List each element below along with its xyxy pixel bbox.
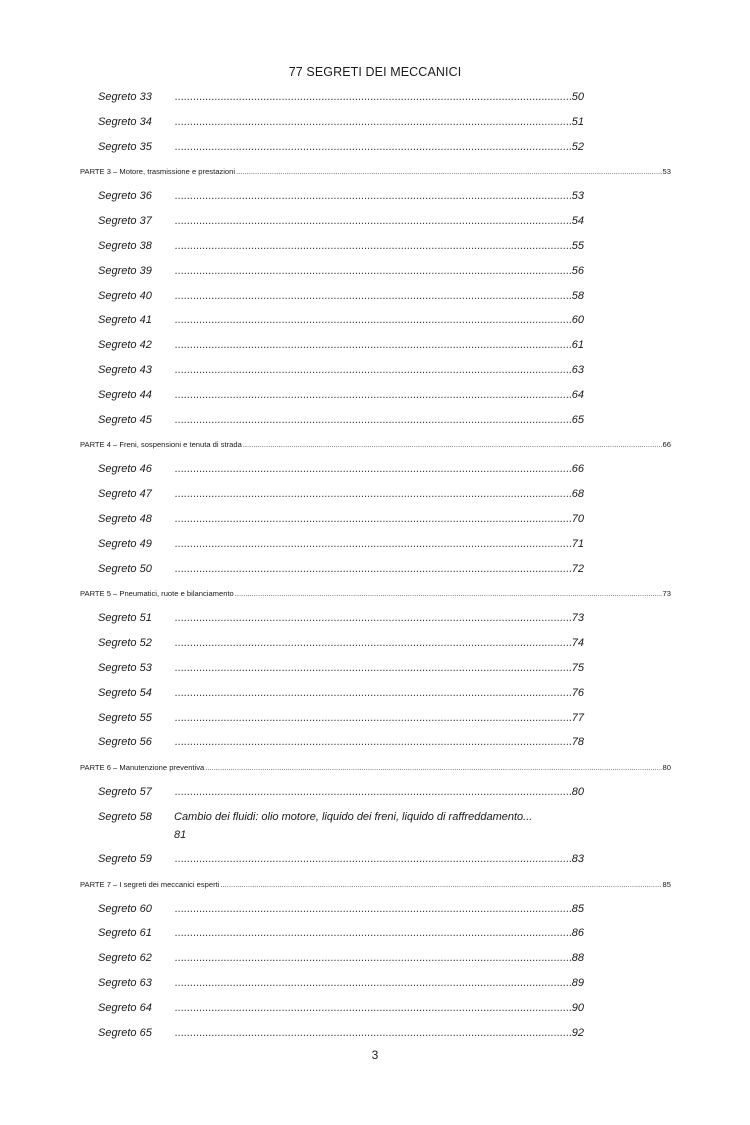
toc-leader-dots xyxy=(175,537,571,551)
toc-entry xyxy=(174,1001,584,1015)
toc-page-number: 55 xyxy=(571,240,584,252)
toc-leader-dots xyxy=(175,926,571,940)
toc-secret-id: Segreto 45 xyxy=(98,413,152,426)
toc-secret-id: Segreto 43 xyxy=(98,364,152,376)
toc-page-number: 50 xyxy=(571,91,584,103)
toc-secret-row xyxy=(98,512,584,526)
toc-part-row xyxy=(80,880,671,890)
toc-secret-row xyxy=(98,735,584,749)
toc-entry xyxy=(174,686,584,700)
toc-entry xyxy=(174,289,584,303)
toc-leader-dots xyxy=(175,115,571,129)
toc-entry xyxy=(174,636,584,650)
toc-secret-id: Segreto 53 xyxy=(98,662,152,674)
toc-entry xyxy=(174,189,584,203)
toc-secret-row xyxy=(98,1026,584,1040)
toc-secret-id: Segreto 34 xyxy=(98,115,152,128)
toc-secret-id: Segreto 52 xyxy=(98,637,152,650)
toc-secret-row xyxy=(98,1001,584,1015)
toc-entry xyxy=(174,661,584,675)
toc-page-number: 51 xyxy=(571,115,584,128)
toc-secret-id: Segreto 64 xyxy=(98,1001,152,1014)
toc-leader-dots xyxy=(175,852,571,866)
toc-secret-row xyxy=(98,636,584,650)
toc-secret-row xyxy=(98,661,584,675)
toc-leader-dots xyxy=(175,735,571,749)
toc-secret-row xyxy=(98,90,584,104)
toc-page-number: 63 xyxy=(571,364,584,376)
toc-leader-dots xyxy=(175,1001,571,1015)
toc-page-number: 80 xyxy=(571,786,584,799)
toc-secret-id: Segreto 41 xyxy=(98,314,152,327)
toc-part-title: PARTE 4 – Freni, sospensioni e tenuta di strada xyxy=(80,440,242,450)
toc-secret-row xyxy=(98,686,584,700)
toc-page-number: 61 xyxy=(571,339,584,352)
page-title: 77 SEGRETI DEI MECCANICI xyxy=(288,65,462,79)
toc-leader-dots xyxy=(175,338,571,352)
toc-leader-dots xyxy=(175,289,571,303)
toc-page-number: 66 xyxy=(571,463,584,476)
toc-secret-id: Segreto 37 xyxy=(98,215,152,228)
toc-entry xyxy=(174,926,584,940)
toc-page-number: 89 xyxy=(571,977,584,989)
toc-secret-row xyxy=(98,413,584,427)
toc-leader-dots xyxy=(175,388,571,402)
toc-page-number: 73 xyxy=(571,612,584,625)
page-number: 3 xyxy=(371,1048,379,1062)
toc-page-number: 66 xyxy=(662,440,671,450)
toc-leader-dots xyxy=(205,763,661,773)
toc-secret-id: Segreto 61 xyxy=(98,927,152,940)
toc-leader-dots xyxy=(175,413,571,427)
toc-leader-dots xyxy=(175,951,571,965)
toc-page-number: 73 xyxy=(662,589,671,599)
toc-page-number: 83 xyxy=(571,852,584,865)
toc-part-title: PARTE 3 – Motore, trasmissione e prestazioni xyxy=(80,167,236,177)
toc-page-number: 85 xyxy=(662,879,671,889)
toc-page-number: 76 xyxy=(571,686,584,699)
toc-secret-id: Segreto 44 xyxy=(98,388,152,401)
toc-secret-id: Segreto 59 xyxy=(98,852,152,865)
toc-secret-id: Segreto 63 xyxy=(98,977,152,989)
toc-entry xyxy=(174,90,584,104)
toc-page-number: 81 xyxy=(174,829,187,841)
toc-secret-id: Segreto 38 xyxy=(98,240,152,252)
toc-secret-row xyxy=(98,926,584,940)
toc-secret-id: Segreto 57 xyxy=(98,786,152,799)
toc-page-number: 52 xyxy=(571,140,584,153)
toc-secret-row xyxy=(98,462,584,476)
toc-secret-row xyxy=(98,902,584,916)
toc-secret-id: Segreto 65 xyxy=(98,1026,152,1039)
toc-entry xyxy=(174,735,584,749)
toc-secret-row xyxy=(98,189,584,203)
toc-leader-dots xyxy=(175,686,571,700)
toc-entry xyxy=(174,976,584,990)
toc-part-row xyxy=(80,167,671,177)
toc-secret-row xyxy=(98,852,584,866)
toc-page-number: 85 xyxy=(571,902,584,915)
toc-leader-dots xyxy=(175,239,571,253)
toc-secret-id: Segreto 49 xyxy=(98,537,152,550)
toc-page-number: 54 xyxy=(571,215,584,228)
toc-secret-row xyxy=(98,711,584,725)
toc-secret-row xyxy=(98,785,584,799)
toc-leader-dots xyxy=(175,711,571,725)
toc-page-number: 88 xyxy=(571,952,584,965)
toc-leader-dots xyxy=(175,189,571,203)
toc-secret-row xyxy=(98,810,584,842)
toc-page-number: 60 xyxy=(571,314,584,327)
toc-part-row xyxy=(80,763,671,773)
toc-secret-row xyxy=(98,140,584,154)
toc-page-number: 65 xyxy=(571,413,584,426)
toc-entry xyxy=(174,413,584,427)
toc-entry xyxy=(174,140,584,154)
toc-page-number: 70 xyxy=(571,513,584,525)
toc-secret-id: Segreto 50 xyxy=(98,562,152,575)
toc-page-number: 75 xyxy=(571,662,584,674)
toc-secret-id: Segreto 46 xyxy=(98,463,152,476)
toc-secret-row xyxy=(98,537,584,551)
toc-leader-dots xyxy=(175,976,571,990)
toc-page-number: 90 xyxy=(571,1001,584,1014)
toc-secret-row xyxy=(98,289,584,303)
toc-secret-id: Segreto 47 xyxy=(98,488,152,501)
toc-part-row xyxy=(80,440,671,450)
toc-page-number: 56 xyxy=(571,264,584,277)
toc-leader-dots xyxy=(175,264,571,278)
toc-page-number: 72 xyxy=(571,562,584,575)
toc-secret-id: Segreto 58 xyxy=(98,811,152,823)
toc-entry xyxy=(174,388,584,402)
toc-secret-row xyxy=(98,388,584,402)
toc-leader-dots xyxy=(220,880,661,890)
toc-secret-row xyxy=(98,611,584,625)
toc-entry xyxy=(174,611,584,625)
toc-leader-dots xyxy=(175,902,571,916)
toc-secret-id: Segreto 48 xyxy=(98,513,152,525)
toc-page-number: 78 xyxy=(571,736,584,749)
toc-secret-row xyxy=(98,239,584,253)
toc-secret-id: Segreto 51 xyxy=(98,612,152,625)
toc-secret-row xyxy=(98,115,584,129)
toc-entry xyxy=(174,785,584,799)
toc-entry xyxy=(174,1026,584,1040)
toc-entry xyxy=(174,214,584,228)
toc-secret-id: Segreto 33 xyxy=(98,91,152,103)
toc-leader-dots xyxy=(175,214,571,228)
toc-secret-id: Segreto 56 xyxy=(98,736,152,749)
toc-entry xyxy=(174,115,584,129)
toc-secret-row xyxy=(98,313,584,327)
toc-page-number: 68 xyxy=(571,488,584,501)
toc-entry xyxy=(174,810,584,842)
toc-leader-dots xyxy=(175,363,571,377)
toc-part-title: PARTE 7 – I segreti dei meccanici esperti xyxy=(80,879,220,889)
toc-entry xyxy=(174,512,584,526)
toc-secret-id: Segreto 39 xyxy=(98,264,152,277)
toc-entry xyxy=(174,711,584,725)
toc-entry xyxy=(174,852,584,866)
toc-leader-dots xyxy=(243,440,662,450)
toc-leader-dots xyxy=(235,589,662,599)
toc-page-number: 58 xyxy=(571,289,584,302)
toc-secret-row xyxy=(98,487,584,501)
toc-secret-row xyxy=(98,214,584,228)
toc-entry xyxy=(174,562,584,576)
toc-secret-id: Segreto 62 xyxy=(98,952,152,965)
toc-entry xyxy=(174,264,584,278)
toc-secret-row xyxy=(98,338,584,352)
toc-page-number: 74 xyxy=(571,637,584,650)
toc-leader-dots xyxy=(175,512,571,526)
toc-secret-row xyxy=(98,562,584,576)
toc-entry xyxy=(174,902,584,916)
toc-secret-id: Segreto 54 xyxy=(98,686,152,699)
toc-entry xyxy=(174,951,584,965)
toc-page-number: 86 xyxy=(571,927,584,940)
toc-entry xyxy=(174,537,584,551)
toc-leader-dots xyxy=(175,785,571,799)
toc-entry xyxy=(174,239,584,253)
toc-secret-row xyxy=(98,363,584,377)
toc-page-number: 80 xyxy=(662,763,671,773)
toc-leader-dots xyxy=(175,140,571,154)
toc-secret-row xyxy=(98,951,584,965)
toc-page-number: 77 xyxy=(571,711,584,724)
toc-leader-dots xyxy=(175,611,571,625)
toc-leader-dots xyxy=(175,661,571,675)
toc-leader-dots xyxy=(175,1026,571,1040)
toc-secret-title: Cambio dei fluidi: olio motore, liquido dei freni, liquido di raffreddamento... 81 xyxy=(174,810,569,842)
toc-entry xyxy=(174,338,584,352)
toc-page-number: 64 xyxy=(571,388,584,401)
toc-leader-dots xyxy=(175,562,571,576)
toc-page-number: 53 xyxy=(662,167,671,177)
toc-secret-id: Segreto 55 xyxy=(98,711,152,724)
toc-leader-dots xyxy=(175,636,571,650)
toc-leader-dots xyxy=(175,462,571,476)
toc-secret-row xyxy=(98,264,584,278)
toc-part-title: PARTE 6 – Manutenzione preventiva xyxy=(80,763,205,773)
toc-part-title: PARTE 5 – Pneumatici, ruote e bilanciamento xyxy=(80,589,234,599)
toc-leader-dots xyxy=(175,313,571,327)
toc-leader-dots xyxy=(175,90,571,104)
toc-secret-id: Segreto 42 xyxy=(98,339,152,352)
toc-secret-id: Segreto 35 xyxy=(98,140,152,153)
toc-page-number: 71 xyxy=(571,537,584,550)
toc-page-number: 53 xyxy=(571,190,584,203)
toc-page-number: 92 xyxy=(571,1026,584,1039)
toc-secret-id: Segreto 60 xyxy=(98,902,152,915)
toc-entry xyxy=(174,313,584,327)
toc-entry xyxy=(174,462,584,476)
toc-secret-id: Segreto 36 xyxy=(98,190,152,203)
toc-entry xyxy=(174,363,584,377)
toc-part-row xyxy=(80,589,671,599)
toc-secret-row xyxy=(98,976,584,990)
toc-entry xyxy=(174,487,584,501)
toc-secret-id: Segreto 40 xyxy=(98,289,152,302)
toc-leader-dots xyxy=(175,487,571,501)
toc-leader-dots xyxy=(236,167,662,177)
